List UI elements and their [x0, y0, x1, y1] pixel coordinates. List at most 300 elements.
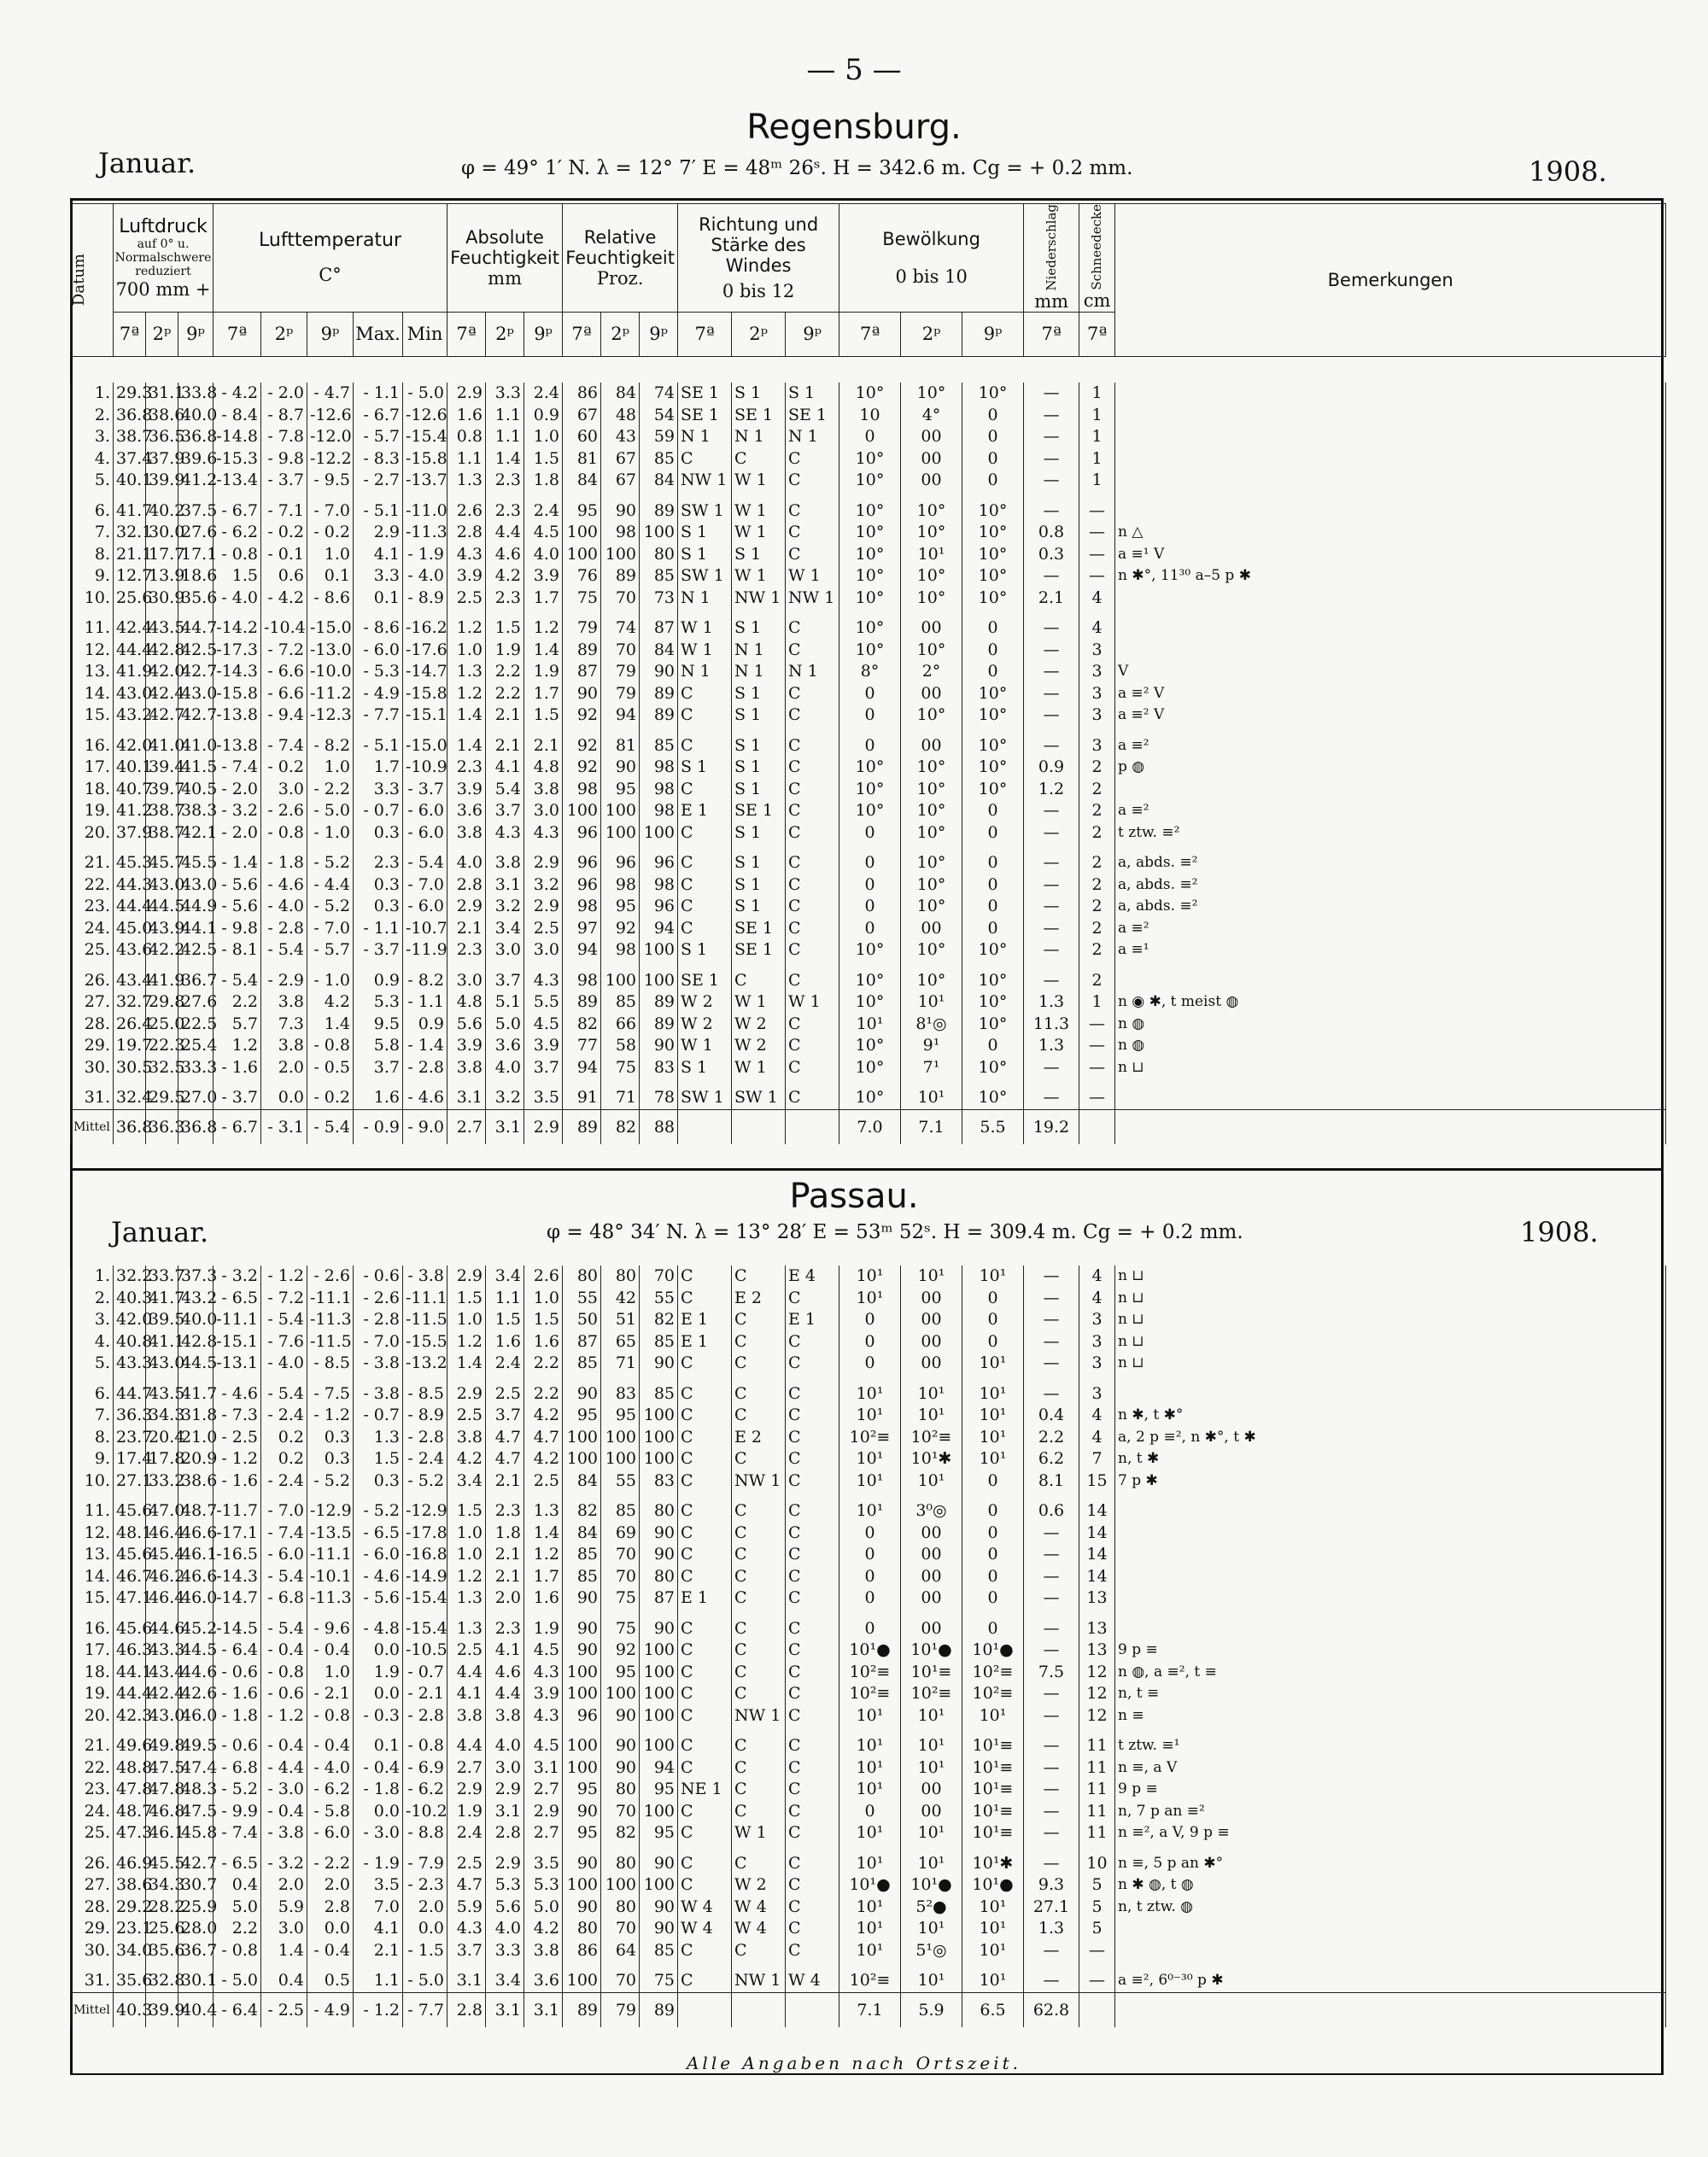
spacer-cell [1024, 962, 1079, 970]
cell-temp-min: -15.8 [403, 683, 447, 705]
cell-wind-2p: C [732, 1353, 786, 1375]
cell-bew-9p: 10° [962, 1057, 1024, 1079]
cell-temp-7a: - 6.5 [214, 1288, 261, 1310]
spacer-cell [732, 1078, 786, 1087]
cell-temp-max: - 5.1 [354, 735, 403, 757]
cell-abs-7a: 3.0 [447, 970, 486, 992]
cell-rel-9p: 100 [640, 1427, 678, 1449]
cell-schneedecke: 11 [1079, 1757, 1115, 1780]
cell-rel-2p: 98 [601, 874, 640, 897]
cell-luftdruck-7a: 30.5 [114, 1057, 146, 1079]
cell-abs-7a: 3.9 [447, 565, 486, 587]
cell-wind-9p: C [786, 1801, 839, 1823]
cell-schneedecke: 3 [1079, 683, 1115, 705]
cell-wind-9p: C [786, 704, 839, 727]
cell-rel-9p: 74 [640, 383, 678, 405]
cell-temp-max: 1.6 [354, 1087, 403, 1109]
cell-temp-min: - 1.4 [403, 1035, 447, 1057]
cell-rel-7a: 95 [563, 1779, 601, 1801]
cell-rel-2p: 95 [601, 896, 640, 918]
cell-wind-7a: S 1 [678, 522, 732, 544]
cell-datum: 26. [71, 1853, 114, 1875]
cell-temp-max: - 1.1 [354, 918, 403, 940]
table-row [71, 1309, 1666, 1331]
cell-rel-7a: 86 [563, 383, 601, 405]
cell-luftdruck-2p: 43.9 [146, 918, 178, 940]
cell-luftdruck-9p: 44.1 [178, 918, 214, 940]
cell-datum: 9. [71, 1448, 114, 1470]
mittel-abs-2p: 3.1 [486, 1992, 524, 2027]
cell-rel-7a: 91 [563, 1087, 601, 1109]
header-bew-9p: 9ᵖ [962, 312, 1024, 356]
cell-luftdruck-9p: 44.5 [178, 1353, 214, 1375]
cell-temp-max: - 2.6 [354, 1288, 403, 1310]
cell-rel-2p: 90 [601, 1735, 640, 1757]
cell-luftdruck-2p: 45.4 [146, 1544, 178, 1566]
cell-temp-9p: - 8.6 [307, 587, 354, 610]
cell-abs-9p: 3.0 [524, 939, 563, 962]
spacer-cell [732, 962, 786, 970]
cell-temp-9p: -11.2 [307, 683, 354, 705]
mittel-abs-9p: 2.9 [524, 1109, 563, 1144]
cell-bemerkungen: a ≡², 6⁰⁻³⁰ p ✱ [1115, 1970, 1666, 1992]
cell-niederschlag: — [1024, 1587, 1079, 1610]
cell-abs-9p: 1.4 [524, 640, 563, 662]
cell-bemerkungen: n △ [1115, 522, 1666, 544]
regensburg-data-table [70, 383, 1666, 1144]
cell-luftdruck-9p: 27.0 [178, 1087, 214, 1109]
spacer-cell [1024, 1375, 1079, 1383]
cell-luftdruck-7a: 12.7 [114, 565, 146, 587]
spacer-cell [1079, 1844, 1115, 1853]
spacer-cell [640, 1492, 678, 1500]
spacer-cell [601, 1961, 640, 1970]
cell-abs-7a: 4.3 [447, 544, 486, 566]
spacer-cell [839, 492, 901, 500]
cell-bemerkungen: n ⊔ [1115, 1331, 1666, 1353]
cell-temp-max: 9.5 [354, 1014, 403, 1036]
cell-abs-7a: 1.3 [447, 470, 486, 492]
cell-bemerkungen: a ≡² [1115, 918, 1666, 940]
spacer-cell [447, 1844, 486, 1853]
cell-schneedecke: 14 [1079, 1523, 1115, 1545]
spacer-cell [962, 1844, 1024, 1853]
cell-rel-7a: 100 [563, 800, 601, 822]
cell-temp-max: 1.1 [354, 1970, 403, 1992]
cell-rel-9p: 98 [640, 800, 678, 822]
cell-wind-9p: C [786, 500, 839, 523]
cell-temp-9p: - 5.2 [307, 896, 354, 918]
cell-schneedecke: — [1079, 1970, 1115, 1992]
cell-rel-2p: 70 [601, 1970, 640, 1992]
cell-temp-min: -15.4 [403, 426, 447, 448]
cell-bemerkungen [1115, 470, 1666, 492]
cell-bew-9p: 10¹≡ [962, 1757, 1024, 1780]
cell-niederschlag: — [1024, 852, 1079, 874]
cell-rel-9p: 100 [640, 1683, 678, 1705]
spacer-cell [214, 1078, 261, 1087]
mittel-temp-9p: - 4.9 [307, 1992, 354, 2027]
cell-bew-2p: 10¹ [901, 1757, 962, 1780]
cell-abs-2p: 2.1 [486, 1544, 524, 1566]
mittel-niederschlag: 62.8 [1024, 1992, 1079, 2027]
cell-luftdruck-2p: 35.6 [146, 1940, 178, 1962]
cell-rel-2p: 70 [601, 640, 640, 662]
cell-temp-9p: - 4.7 [307, 383, 354, 405]
cell-luftdruck-9p: 49.5 [178, 1735, 214, 1757]
cell-abs-2p: 4.6 [486, 1662, 524, 1684]
cell-abs-2p: 4.7 [486, 1427, 524, 1449]
cell-bew-7a: 10¹ [839, 1918, 901, 1940]
cell-rel-2p: 100 [601, 1448, 640, 1470]
cell-abs-9p: 3.8 [524, 1940, 563, 1962]
cell-luftdruck-7a: 32.2 [114, 1266, 146, 1288]
spacer-cell [524, 1961, 563, 1970]
spacer-cell [601, 962, 640, 970]
cell-bew-7a: 10¹● [839, 1874, 901, 1897]
spacer-cell [732, 492, 786, 500]
cell-wind-9p: C [786, 1640, 839, 1662]
spacer-cell [732, 1375, 786, 1383]
cell-temp-2p: 3.8 [261, 1035, 307, 1057]
mittel-schneedecke [1079, 1992, 1115, 2027]
cell-datum: 15. [71, 1587, 114, 1610]
cell-wind-7a: S 1 [678, 1057, 732, 1079]
spacer-cell [839, 1375, 901, 1383]
cell-temp-7a: 0.4 [214, 1874, 261, 1897]
cell-luftdruck-2p: 43.0 [146, 1353, 178, 1375]
spacer-cell [563, 1375, 601, 1383]
cell-niederschlag: — [1024, 500, 1079, 523]
spacer-cell [601, 1492, 640, 1500]
cell-luftdruck-9p: 42.6 [178, 1683, 214, 1705]
spacer-cell [146, 1375, 178, 1383]
cell-bew-7a: 0 [839, 852, 901, 874]
cell-luftdruck-9p: 20.9 [178, 1448, 214, 1470]
cell-bew-9p: 0 [962, 918, 1024, 940]
cell-abs-2p: 5.4 [486, 779, 524, 801]
spacer-cell [1079, 1492, 1115, 1500]
cell-wind-9p: C [786, 1779, 839, 1801]
cell-temp-7a: - 7.4 [214, 1822, 261, 1844]
spacer-cell [901, 1844, 962, 1853]
mittel-abs-9p: 3.1 [524, 1992, 563, 2027]
header-wind-unit: 0 bis 12 [722, 280, 795, 301]
cell-abs-7a: 1.2 [447, 683, 486, 705]
cell-bemerkungen: n ≡ [1115, 1705, 1666, 1727]
cell-datum: 1. [71, 1266, 114, 1288]
cell-bew-7a: 10 [839, 405, 901, 427]
spacer-cell [214, 609, 261, 617]
group-spacer [71, 1844, 1666, 1853]
cell-abs-9p: 1.5 [524, 1309, 563, 1331]
cell-rel-2p: 90 [601, 1757, 640, 1780]
cell-rel-2p: 100 [601, 544, 640, 566]
cell-bemerkungen [1115, 970, 1666, 992]
spacer-cell [403, 1078, 447, 1087]
cell-wind-7a: C [678, 1500, 732, 1523]
cell-abs-2p: 4.1 [486, 1640, 524, 1662]
mittel-wind-9p [786, 1992, 839, 2027]
cell-abs-2p: 2.9 [486, 1779, 524, 1801]
cell-bew-2p: 00 [901, 1288, 962, 1310]
cell-wind-7a: C [678, 1801, 732, 1823]
cell-bew-7a: 10° [839, 383, 901, 405]
mittel-rel-7a: 89 [563, 1109, 601, 1144]
cell-wind-2p: C [732, 1544, 786, 1566]
cell-temp-min: -13.2 [403, 1353, 447, 1375]
cell-bew-7a: 10° [839, 617, 901, 640]
mittel-temp-min: - 9.0 [403, 1109, 447, 1144]
cell-temp-max: - 5.6 [354, 1587, 403, 1610]
cell-temp-9p: 1.0 [307, 544, 354, 566]
cell-rel-9p: 83 [640, 1057, 678, 1079]
cell-rel-2p: 43 [601, 426, 640, 448]
cell-wind-2p: W 1 [732, 991, 786, 1014]
header-wind: Richtung und Stärke des Windes [699, 213, 819, 276]
spacer-cell [261, 609, 307, 617]
cell-temp-7a: - 3.2 [214, 800, 261, 822]
cell-temp-min: - 2.4 [403, 1448, 447, 1470]
cell-rel-7a: 100 [563, 1970, 601, 1992]
cell-temp-9p: -11.3 [307, 1309, 354, 1331]
cell-bemerkungen: a, abds. ≡² [1115, 874, 1666, 897]
cell-temp-9p: - 4.4 [307, 874, 354, 897]
cell-wind-7a: C [678, 1757, 732, 1780]
cell-rel-2p: 92 [601, 1640, 640, 1662]
cell-bew-2p: 10¹ [901, 1705, 962, 1727]
cell-luftdruck-7a: 36.8 [114, 405, 146, 427]
cell-rel-2p: 90 [601, 500, 640, 523]
spacer-cell [486, 1727, 524, 1735]
cell-abs-2p: 2.0 [486, 1587, 524, 1610]
cell-niederschlag: 9.3 [1024, 1874, 1079, 1897]
cell-luftdruck-2p: 42.7 [146, 704, 178, 727]
cell-wind-7a: N 1 [678, 426, 732, 448]
cell-wind-2p: NW 1 [732, 1970, 786, 1992]
spacer-cell [146, 962, 178, 970]
cell-datum: 27. [71, 991, 114, 1014]
cell-luftdruck-7a: 29.2 [114, 1897, 146, 1919]
cell-schneedecke: — [1079, 565, 1115, 587]
cell-niederschlag: — [1024, 1853, 1079, 1875]
cell-wind-2p: C [732, 1566, 786, 1588]
cell-schneedecke: — [1079, 1014, 1115, 1036]
cell-luftdruck-2p: 41.1 [146, 1331, 178, 1353]
cell-rel-2p: 100 [601, 822, 640, 845]
cell-abs-7a: 1.6 [447, 405, 486, 427]
spacer-cell [146, 1610, 178, 1618]
cell-temp-2p: 5.9 [261, 1897, 307, 1919]
cell-rel-2p: 100 [601, 1683, 640, 1705]
header-lufttemperatur: Lufttemperatur [259, 230, 402, 252]
spacer-cell [354, 492, 403, 500]
cell-temp-2p: - 2.6 [261, 800, 307, 822]
cell-temp-min: - 8.9 [403, 1405, 447, 1427]
cell-abs-7a: 4.7 [447, 1874, 486, 1897]
cell-wind-2p: C [732, 1331, 786, 1353]
cell-wind-9p: C [786, 1618, 839, 1640]
cell-temp-max: 0.1 [354, 1735, 403, 1757]
cell-luftdruck-2p: 44.6 [146, 1618, 178, 1640]
cell-luftdruck-9p: 41.5 [178, 757, 214, 779]
spacer-cell [178, 1375, 214, 1383]
cell-temp-min: -15.0 [403, 735, 447, 757]
cell-niederschlag: — [1024, 1940, 1079, 1962]
cell-schneedecke: — [1079, 544, 1115, 566]
header-luftdruck-note: auf 0° u. Normalschwere reduziert [114, 237, 212, 279]
cell-schneedecke: 13 [1079, 1587, 1115, 1610]
cell-abs-7a: 2.8 [447, 522, 486, 544]
cell-wind-2p: SW 1 [732, 1087, 786, 1109]
spacer-cell [563, 844, 601, 852]
table-row [71, 970, 1666, 992]
cell-abs-7a: 3.9 [447, 779, 486, 801]
spacer-cell [71, 844, 114, 852]
header-luftdruck-9p: 9ᵖ [178, 312, 214, 356]
cell-temp-max: - 3.8 [354, 1383, 403, 1406]
cell-temp-7a: -17.3 [214, 640, 261, 662]
cell-datum: 13. [71, 1544, 114, 1566]
cell-luftdruck-7a: 23.7 [114, 1427, 146, 1449]
cell-temp-9p: - 7.0 [307, 500, 354, 523]
cell-temp-min: -15.4 [403, 1587, 447, 1610]
spacer-cell [901, 962, 962, 970]
cell-temp-min: - 6.0 [403, 896, 447, 918]
cell-temp-min: -15.1 [403, 704, 447, 727]
cell-abs-9p: 1.7 [524, 683, 563, 705]
cell-bew-7a: 0 [839, 896, 901, 918]
cell-bew-9p: 10¹≡ [962, 1822, 1024, 1844]
cell-temp-7a: - 6.7 [214, 500, 261, 523]
cell-bew-9p: 10° [962, 991, 1024, 1014]
cell-luftdruck-2p: 42.0 [146, 661, 178, 683]
spacer-cell [261, 1844, 307, 1853]
cell-rel-2p: 83 [601, 1383, 640, 1406]
cell-temp-7a: - 9.9 [214, 1801, 261, 1823]
cell-luftdruck-2p: 39.5 [146, 1309, 178, 1331]
cell-rel-2p: 71 [601, 1087, 640, 1109]
cell-rel-9p: 100 [640, 1874, 678, 1897]
cell-temp-max: - 0.7 [354, 800, 403, 822]
spacer-cell [678, 492, 732, 500]
cell-temp-2p: - 7.2 [261, 1288, 307, 1310]
cell-rel-9p: 89 [640, 683, 678, 705]
cell-wind-2p: C [732, 1618, 786, 1640]
spacer-cell [786, 1492, 839, 1500]
cell-bew-2p: 10¹ [901, 1087, 962, 1109]
cell-wind-9p: C [786, 1940, 839, 1962]
cell-bew-9p: 10¹≡ [962, 1779, 1024, 1801]
cell-bemerkungen [1115, 1087, 1666, 1109]
cell-luftdruck-9p: 39.6 [178, 448, 214, 471]
spacer-cell [261, 1078, 307, 1087]
cell-wind-9p: C [786, 852, 839, 874]
cell-bew-9p: 10²≡ [962, 1662, 1024, 1684]
cell-rel-7a: 98 [563, 970, 601, 992]
cell-abs-7a: 2.6 [447, 500, 486, 523]
spacer-cell [839, 727, 901, 735]
cell-abs-7a: 3.1 [447, 1970, 486, 1992]
cell-abs-9p: 4.5 [524, 1014, 563, 1036]
cell-temp-max: - 5.7 [354, 426, 403, 448]
cell-niederschlag: 2.1 [1024, 587, 1079, 610]
cell-temp-min: -15.8 [403, 448, 447, 471]
cell-luftdruck-9p: 27.6 [178, 991, 214, 1014]
cell-temp-9p: - 5.2 [307, 1470, 354, 1493]
cell-abs-9p: 1.6 [524, 1331, 563, 1353]
spacer-cell [839, 1961, 901, 1970]
mittel-datum: Mittel [71, 1109, 114, 1144]
cell-luftdruck-2p: 37.9 [146, 448, 178, 471]
spacer-cell [524, 1844, 563, 1853]
cell-wind-2p: W 2 [732, 1874, 786, 1897]
spacer-cell [640, 962, 678, 970]
cell-bew-9p: 10° [962, 587, 1024, 610]
cell-rel-2p: 51 [601, 1309, 640, 1331]
cell-rel-7a: 82 [563, 1014, 601, 1036]
cell-abs-9p: 1.3 [524, 1500, 563, 1523]
cell-luftdruck-9p: 46.0 [178, 1587, 214, 1610]
cell-luftdruck-7a: 45.6 [114, 1618, 146, 1640]
cell-niederschlag: 1.2 [1024, 779, 1079, 801]
month-label-passau: Januar. [111, 1216, 209, 1248]
cell-niederschlag: — [1024, 1779, 1079, 1801]
spacer-cell [563, 1727, 601, 1735]
cell-temp-7a: - 6.4 [214, 1640, 261, 1662]
cell-datum: 2. [71, 405, 114, 427]
spacer-cell [146, 1844, 178, 1853]
table-row [71, 1779, 1666, 1801]
cell-niederschlag: — [1024, 1266, 1079, 1288]
cell-bew-7a: 0 [839, 426, 901, 448]
cell-schneedecke: 14 [1079, 1500, 1115, 1523]
spacer-cell [901, 1610, 962, 1618]
cell-schneedecke: 2 [1079, 852, 1115, 874]
cell-temp-max: - 5.3 [354, 661, 403, 683]
cell-wind-2p: W 2 [732, 1035, 786, 1057]
spacer-cell [640, 1961, 678, 1970]
cell-rel-7a: 100 [563, 544, 601, 566]
cell-abs-7a: 3.7 [447, 1940, 486, 1962]
table-row [71, 1266, 1666, 1288]
cell-schneedecke: 2 [1079, 822, 1115, 845]
cell-abs-7a: 1.0 [447, 1523, 486, 1545]
cell-schneedecke: 3 [1079, 1383, 1115, 1406]
cell-rel-9p: 100 [640, 522, 678, 544]
cell-bew-7a: 0 [839, 1523, 901, 1545]
cell-bew-7a: 0 [839, 1331, 901, 1353]
spacer-cell [901, 1492, 962, 1500]
spacer-cell [839, 609, 901, 617]
table-row [71, 1640, 1666, 1662]
cell-wind-7a: C [678, 1544, 732, 1566]
cell-abs-2p: 4.4 [486, 522, 524, 544]
cell-datum: 25. [71, 939, 114, 962]
cell-bew-2p: 8¹◎ [901, 1014, 962, 1036]
cell-temp-2p: - 3.7 [261, 470, 307, 492]
cell-bemerkungen: a ≡² [1115, 735, 1666, 757]
cell-bemerkungen: n ✱, t ✱° [1115, 1405, 1666, 1427]
spacer-cell [524, 1610, 563, 1618]
cell-wind-2p: W 2 [732, 1014, 786, 1036]
cell-wind-7a: C [678, 896, 732, 918]
cell-rel-9p: 90 [640, 1897, 678, 1919]
spacer-cell [114, 492, 146, 500]
cell-luftdruck-2p: 49.8 [146, 1735, 178, 1757]
group-spacer [71, 609, 1666, 617]
cell-wind-9p: C [786, 1427, 839, 1449]
